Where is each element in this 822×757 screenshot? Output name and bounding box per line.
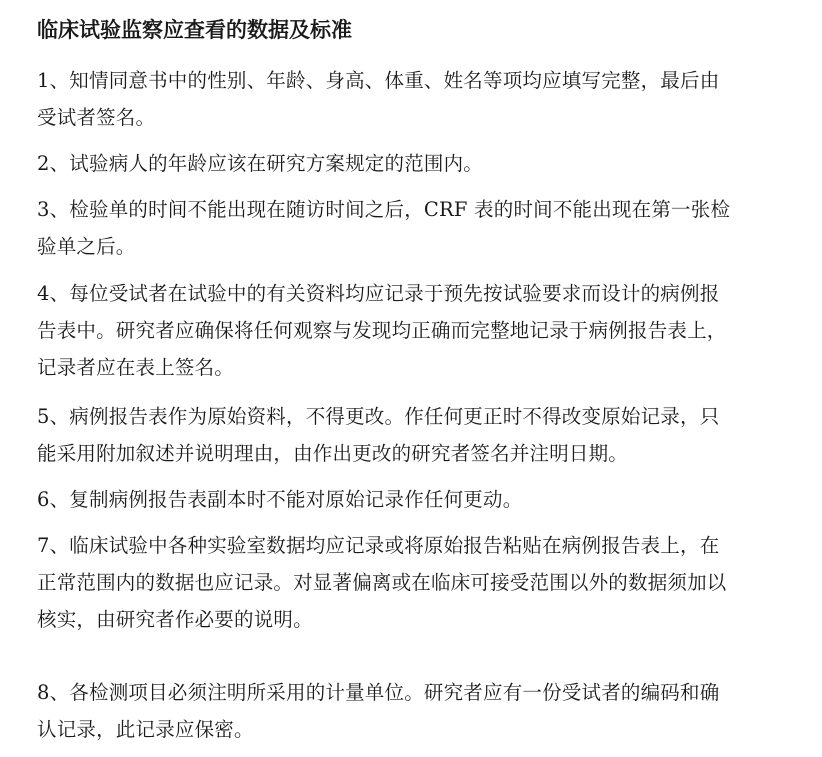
paragraph-4 <box>37 275 797 386</box>
paragraph-line: 告表中。研究者应确保将任何观察与发现均正确而完整地记录于病例报告表上， <box>37 319 727 342</box>
paragraph-line: 2、试验病人的年龄应该在研究方案规定的范围内。 <box>37 152 484 175</box>
paragraph-line: 记录者应在表上签名。 <box>37 356 235 379</box>
paragraph-line: 正常范围内的数据也应记录。对显著偏离或在临床可接受范围以外的数据须加以 <box>37 571 727 594</box>
paragraph-line: 能采用附加叙述并说明理由，由作出更改的研究者签名并注明日期。 <box>37 442 629 465</box>
paragraph-8 <box>37 674 797 748</box>
paragraph-line: 1、知情同意书中的性别、年龄、身高、体重、姓名等项均应填写完整，最后由 <box>37 69 720 92</box>
paragraph-line: 7、临床试验中各种实验室数据均应记录或将原始报告粘贴在病例报告表上，在 <box>37 534 720 557</box>
paragraph-line: 6、复制病例报告表副本时不能对原始记录作任何更动。 <box>37 488 523 511</box>
paragraph-line: 4、每位受试者在试验中的有关资料均应记录于预先按试验要求而设计的病例报 <box>37 282 720 305</box>
paragraph-line: 3、检验单的时间不能出现在随访时间之后，CRF 表的时间不能出现在第一张检 <box>37 198 731 221</box>
paragraph-1 <box>37 62 797 136</box>
paragraph-line: 8、各检测项目必须注明所采用的计量单位。研究者应有一份受试者的编码和确 <box>37 681 720 704</box>
paragraph-line: 受试者签名。 <box>37 106 156 129</box>
paragraph-line: 5、病例报告表作为原始资料，不得更改。作任何更正时不得改变原始记录，只 <box>37 405 720 428</box>
paragraph-7 <box>37 527 797 638</box>
paragraph-6 <box>37 481 797 518</box>
paragraph-line: 认记录，此记录应保密。 <box>37 718 254 741</box>
paragraph-2 <box>37 145 797 182</box>
document-title: 临床试验监察应查看的数据及标准 <box>37 17 352 42</box>
paragraph-3 <box>37 191 797 265</box>
paragraph-line: 核实，由研究者作必要的说明。 <box>37 608 313 631</box>
paragraph-5 <box>37 398 797 472</box>
paragraph-line: 验单之后。 <box>37 235 136 258</box>
